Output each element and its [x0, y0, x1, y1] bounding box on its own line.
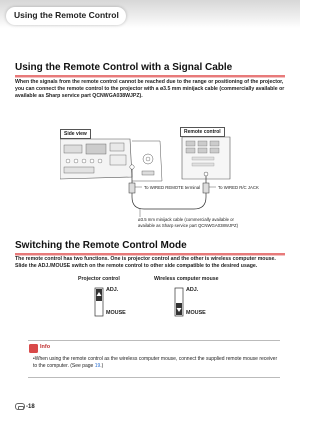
wired-remote-terminal-label: To WIRED REMOTE terminal — [144, 185, 201, 190]
plug-left — [129, 183, 135, 193]
switch-adj-position — [92, 286, 134, 320]
page-header-title: Using the Remote Control — [14, 10, 119, 20]
info-title: Info — [40, 344, 51, 350]
side-view-label: Side view — [60, 129, 91, 139]
info-body: When using the remote control as the wireless computer mouse, connect the supplied remote mouse receiver to the computer. (See page — [33, 356, 278, 369]
cable-connection-figure — [60, 127, 270, 232]
wired-rc-jack-label: To WIRED R/C JACK — [218, 185, 259, 190]
switch-mode-figure — [78, 276, 228, 332]
cable-caption-line2: available as Sharp service part QCNWGA038WJPZ) — [138, 223, 239, 228]
section-signal-cable-heading — [15, 62, 285, 78]
projector-side-illustration — [60, 139, 162, 181]
switch-mouse-label: MOUSE — [106, 310, 126, 316]
section-signal-cable-body: When the signals from the remote control cannot be reached due to the range or positioning of the projector, you can connect the remote control to the projector with a ø3.5 mm minijack cable (commercially available or available as Sharp service part QCNWGA038WJPZ). — [15, 79, 285, 100]
switch-adj-label: ADJ. — [106, 287, 119, 293]
switch-adj-label: ADJ. — [186, 287, 199, 293]
info-body-end: .) — [100, 363, 104, 369]
page-number: -18 — [26, 404, 35, 411]
info-text: •When using the remote control as the wireless computer mouse, connect the supplied remote mouse receiver to the computer. (See page 19.) — [33, 356, 278, 369]
switch-down-icon — [172, 286, 186, 320]
section-heading-text: Switching the Remote Control Mode — [15, 240, 187, 251]
page-badge-icon — [15, 403, 25, 410]
remote-control-illustration — [182, 137, 230, 179]
wireless-mouse-title: Wireless computer mouse — [154, 276, 219, 282]
projector-control-title: Projector control — [78, 276, 120, 282]
heading-rule-light — [15, 77, 285, 78]
section-switch-mode-heading — [15, 240, 285, 256]
switch-up-icon — [92, 286, 106, 320]
page-header-tab — [0, 0, 300, 30]
switch-mouse-label: MOUSE — [186, 310, 206, 316]
page-reference-link[interactable]: 19 — [94, 363, 101, 369]
cable-caption-line1: ø3.5 mm minijack cable (commercially available or — [138, 217, 234, 222]
section-heading-text: Using the Remote Control with a Signal Cable — [15, 62, 233, 73]
switch-mouse-position — [172, 286, 214, 320]
info-icon — [29, 344, 38, 353]
plug-right — [203, 183, 209, 193]
section-switch-mode-body: The remote control has two functions. One is projector control and the other is wireless computer mouse. Slide the ADJ./MOUSE switch on the remote control to other side compatible to the desired usage. — [15, 256, 276, 270]
remote-control-label: Remote control — [180, 127, 225, 137]
page-footer — [15, 403, 35, 410]
info-note — [28, 340, 280, 378]
